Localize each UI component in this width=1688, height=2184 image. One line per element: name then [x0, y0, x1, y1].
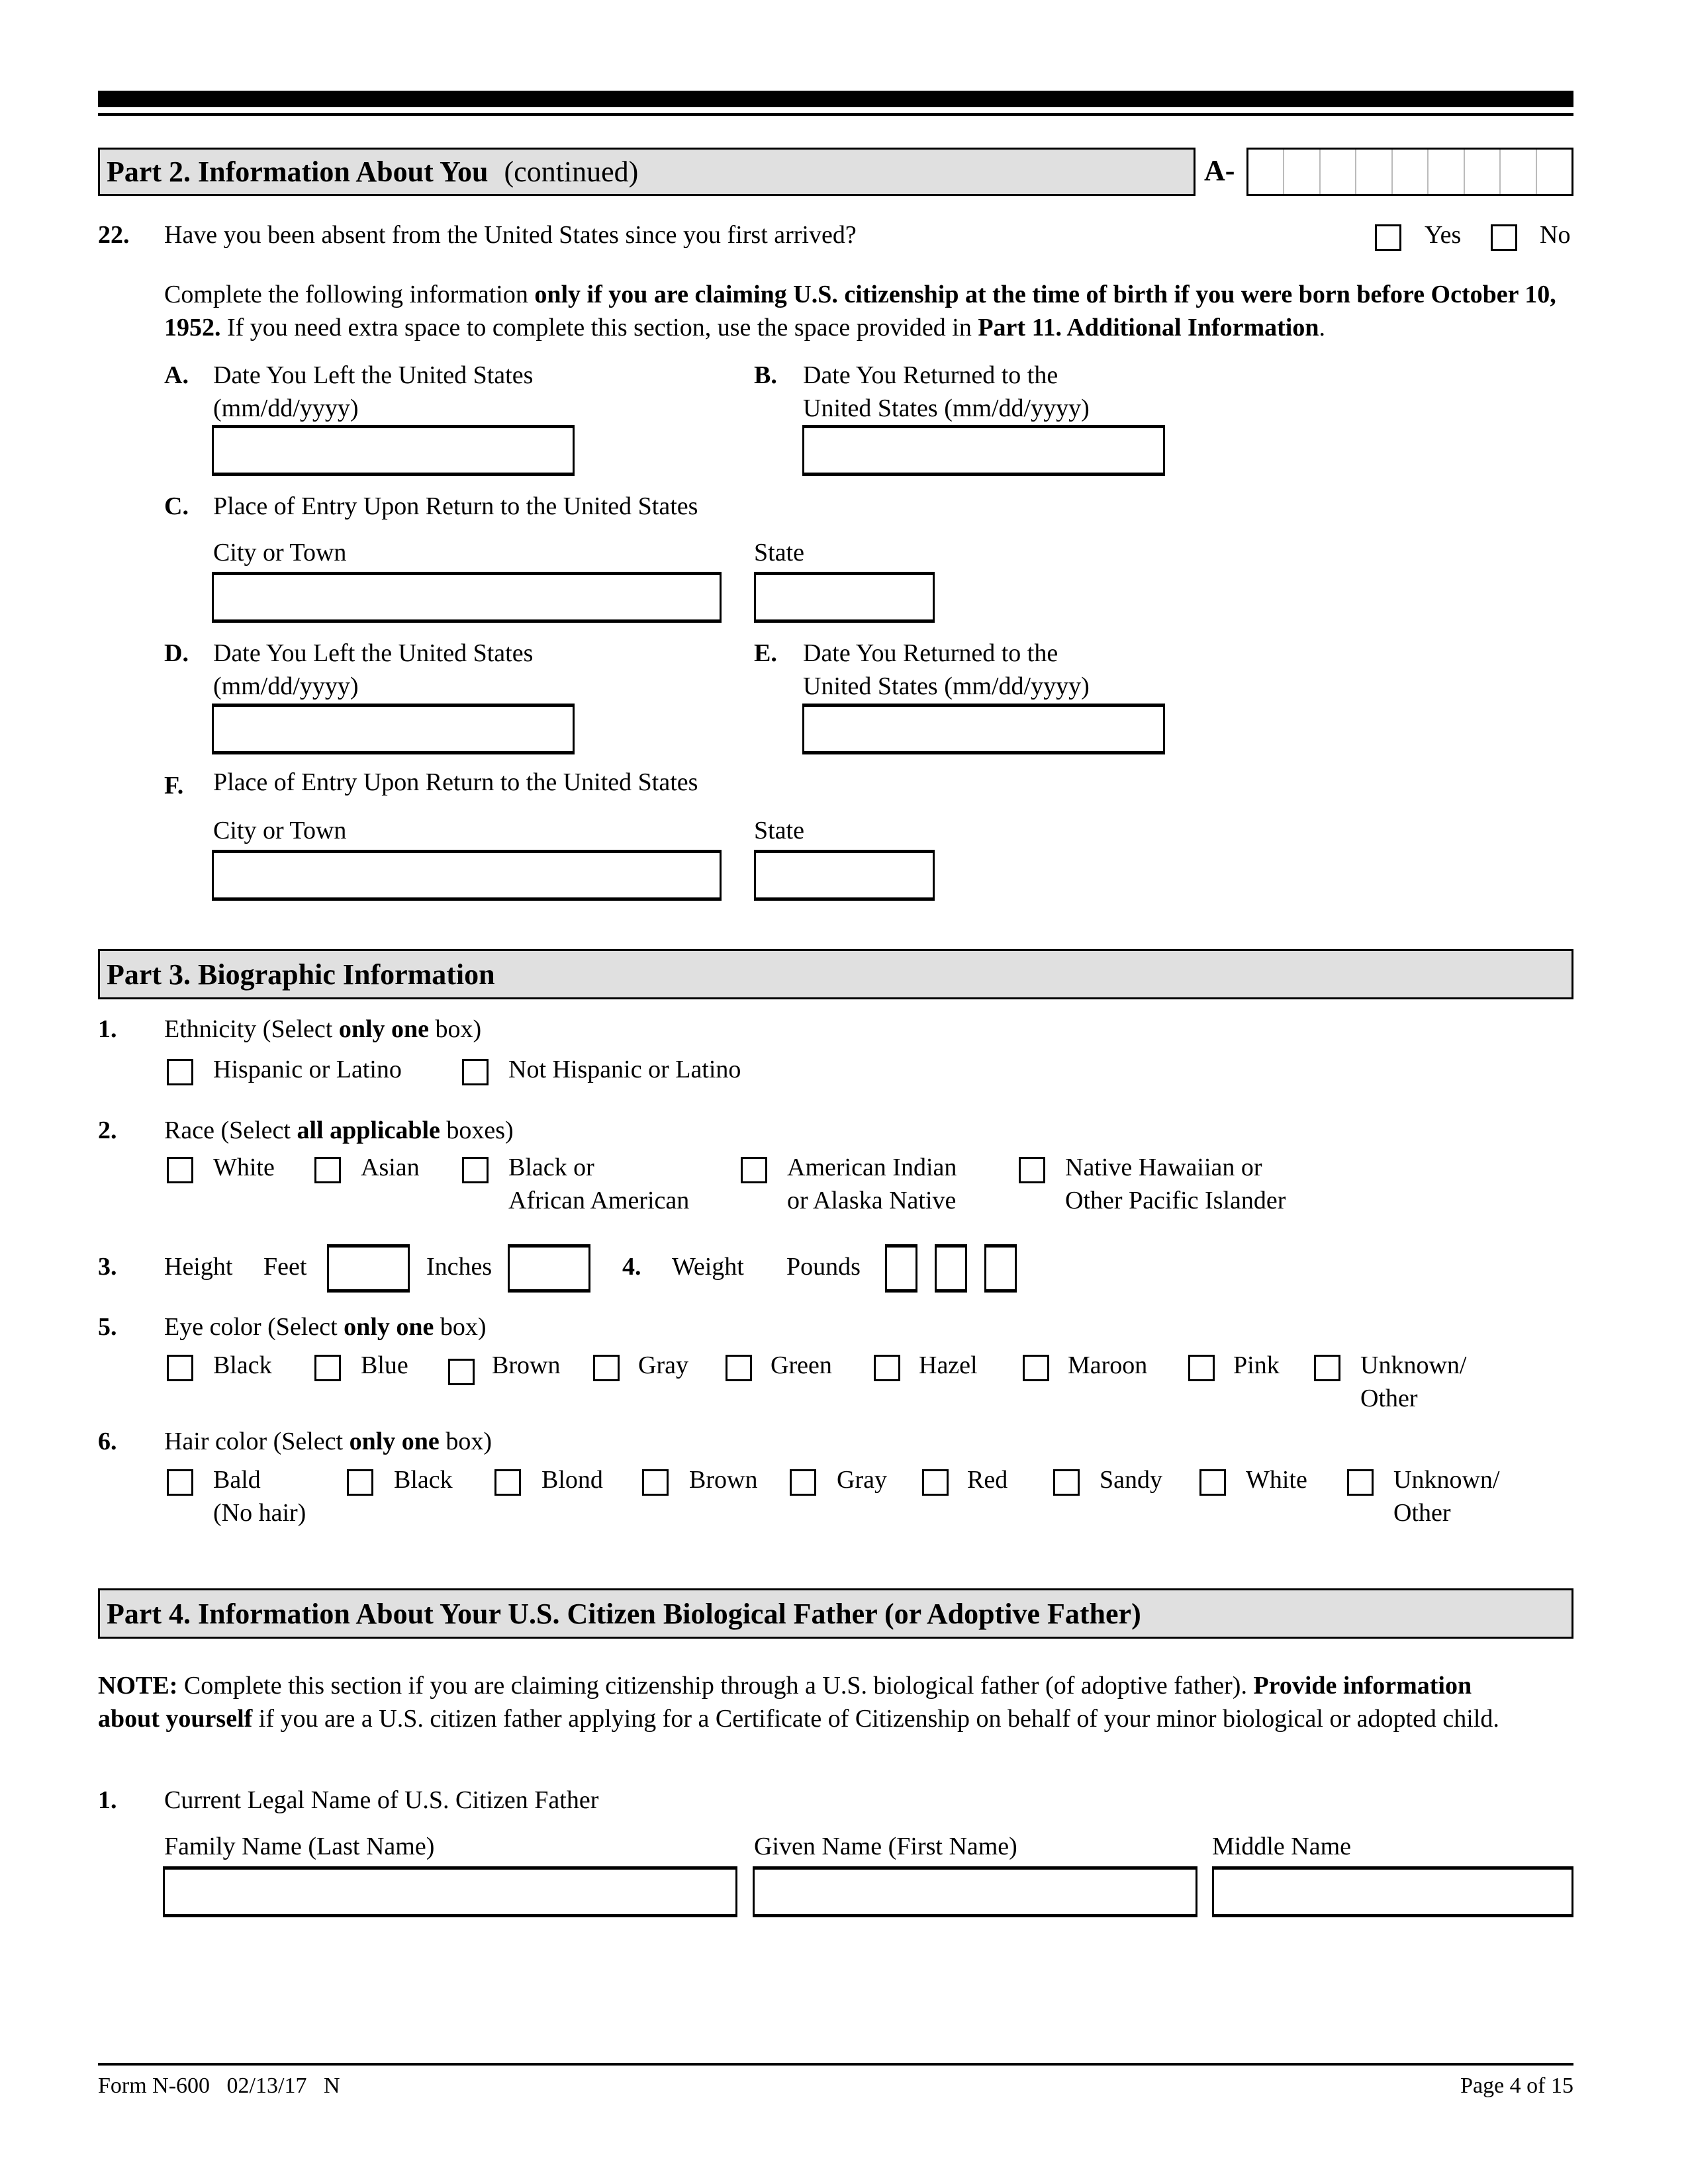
date-returned-e-input[interactable]	[802, 704, 1165, 754]
part2-continued: (continued)	[504, 156, 639, 188]
entry-state-f-input[interactable]	[754, 850, 935, 901]
hair-sandy-checkbox[interactable]	[1053, 1469, 1080, 1496]
part2-title: Part 2. Information About You	[107, 156, 489, 188]
eye-blue-checkbox[interactable]	[314, 1355, 341, 1381]
eye-pink-label: Pink	[1233, 1351, 1280, 1379]
hair-color-number: 6.	[98, 1428, 117, 1455]
race-american-indian-label-2: or Alaska Native	[787, 1187, 957, 1214]
item-a-label-1: Date You Left the United States	[213, 361, 534, 389]
race-post: boxes)	[440, 1116, 514, 1144]
note-text-2: if you are a U.S. citizen father applying for a Certificate of Citizenship on behalf of your minor biological or adopted child.	[252, 1705, 1499, 1733]
race-white-label: White	[213, 1154, 275, 1181]
eye-black-checkbox[interactable]	[167, 1355, 193, 1381]
eye-pink-checkbox[interactable]	[1188, 1355, 1215, 1381]
eye-unknown-label-2: Other	[1360, 1385, 1418, 1412]
race-label	[164, 1116, 514, 1146]
eye-hazel-checkbox[interactable]	[874, 1355, 900, 1381]
father-family-name-input[interactable]	[163, 1866, 737, 1917]
note-text-1: Complete this section if you are claiming citizenship through a U.S. biological father (of adoptive father).	[177, 1672, 1254, 1700]
hair-color-label	[164, 1427, 492, 1457]
eye-gray-checkbox[interactable]	[593, 1355, 620, 1381]
hair-bald-label-2: (No hair)	[213, 1499, 306, 1527]
hair-unknown-checkbox[interactable]	[1347, 1469, 1374, 1496]
given-name-label: Given Name (First Name)	[754, 1833, 1017, 1860]
race-number: 2.	[98, 1116, 117, 1144]
item-a-letter: A.	[164, 361, 189, 389]
race-american-indian-checkbox[interactable]	[741, 1157, 767, 1183]
footer-rule	[98, 2063, 1573, 2066]
item-f-label: Place of Entry Upon Return to the United States	[213, 768, 698, 796]
eye-maroon-label: Maroon	[1068, 1351, 1148, 1379]
item-c-state-label: State	[754, 539, 804, 567]
hair-bald-label-1: Bald	[213, 1466, 261, 1494]
note-bold-1: Provide information about yourself	[98, 1672, 1472, 1733]
part2-header	[98, 148, 1196, 196]
q22-no-label: No	[1540, 221, 1571, 249]
weight-number: 4.	[622, 1253, 641, 1281]
middle-name-label: Middle Name	[1212, 1833, 1352, 1860]
item-f-state-label: State	[754, 817, 804, 844]
eye-post: box)	[434, 1313, 487, 1341]
a-number-cell[interactable]	[1465, 150, 1501, 194]
date-left-d-input[interactable]	[212, 704, 575, 754]
race-native-hawaiian-label-1: Native Hawaiian or	[1065, 1154, 1262, 1181]
hair-blond-label: Blond	[541, 1466, 603, 1494]
absence-instructions	[164, 278, 1581, 344]
race-asian-checkbox[interactable]	[314, 1157, 341, 1183]
item-a-label-2: (mm/dd/yyyy)	[213, 394, 359, 422]
hair-white-label: White	[1246, 1466, 1307, 1494]
height-number: 3.	[98, 1253, 117, 1281]
eye-black-label: Black	[213, 1351, 272, 1379]
q22-yes-label: Yes	[1425, 221, 1462, 249]
hair-black-label: Black	[394, 1466, 453, 1494]
eye-color-label	[164, 1312, 487, 1343]
note-label: NOTE:	[98, 1672, 178, 1700]
entry-city-f-input[interactable]	[212, 850, 722, 901]
a-number-cell[interactable]	[1356, 150, 1392, 194]
item-c-label: Place of Entry Upon Return to the United States	[213, 492, 698, 520]
hair-red-checkbox[interactable]	[922, 1469, 949, 1496]
hair-unknown-label-2: Other	[1393, 1499, 1451, 1527]
father-middle-name-input[interactable]	[1212, 1866, 1573, 1917]
ethnicity-hispanic-checkbox[interactable]	[167, 1059, 193, 1085]
race-black-checkbox[interactable]	[462, 1157, 489, 1183]
weight-pounds-digit-3[interactable]	[984, 1244, 1017, 1293]
q22-no-checkbox[interactable]	[1491, 224, 1517, 251]
race-white-checkbox[interactable]	[167, 1157, 193, 1183]
item-e-label-1: Date You Returned to the	[803, 639, 1058, 667]
hair-brown-label: Brown	[689, 1466, 758, 1494]
eye-unknown-label-1: Unknown/	[1360, 1351, 1467, 1379]
item-b-label-1: Date You Returned to the	[803, 361, 1058, 389]
a-number-cell[interactable]	[1429, 150, 1464, 194]
item-c-city-label: City or Town	[213, 539, 347, 567]
height-inches-input[interactable]	[508, 1244, 590, 1293]
hair-bald-checkbox[interactable]	[167, 1469, 193, 1496]
part3-header	[98, 949, 1573, 999]
entry-state-c-input[interactable]	[754, 572, 935, 623]
eye-gray-label: Gray	[638, 1351, 688, 1379]
hair-post: box)	[439, 1428, 492, 1455]
eye-unknown-checkbox[interactable]	[1314, 1355, 1340, 1381]
part4-note	[98, 1669, 1501, 1735]
top-thick-rule	[98, 91, 1573, 107]
race-bold: all applicable	[297, 1116, 440, 1144]
eye-hazel-label: Hazel	[919, 1351, 978, 1379]
weight-pounds-label: Pounds	[786, 1253, 861, 1281]
height-inches-label: Inches	[426, 1253, 492, 1281]
eye-brown-checkbox[interactable]	[448, 1359, 475, 1385]
hair-white-checkbox[interactable]	[1199, 1469, 1226, 1496]
family-name-label: Family Name (Last Name)	[164, 1833, 435, 1860]
a-number-cell[interactable]	[1284, 150, 1320, 194]
a-number-cell[interactable]	[1393, 150, 1429, 194]
a-number-input[interactable]	[1246, 148, 1573, 196]
instr-bold-2: Part 11. Additional Information	[978, 314, 1319, 341]
ethnicity-not-hispanic-checkbox[interactable]	[462, 1059, 489, 1085]
eye-maroon-checkbox[interactable]	[1023, 1355, 1049, 1381]
height-label: Height	[164, 1253, 233, 1281]
hair-pre: Hair color (Select	[164, 1428, 350, 1455]
race-native-hawaiian-checkbox[interactable]	[1019, 1157, 1045, 1183]
weight-label: Weight	[672, 1253, 744, 1281]
eye-blue-label: Blue	[361, 1351, 408, 1379]
ethnicity-number: 1.	[98, 1015, 117, 1043]
item-e-label-2: United States (mm/dd/yyyy)	[803, 672, 1090, 700]
race-black-label-2: African American	[508, 1187, 690, 1214]
race-native-hawaiian-label-2: Other Pacific Islander	[1065, 1187, 1286, 1214]
instr-text-3: .	[1319, 314, 1325, 341]
a-number-cell[interactable]	[1501, 150, 1536, 194]
item-d-label-1: Date You Left the United States	[213, 639, 534, 667]
part3-title: Part 3. Biographic Information	[107, 958, 495, 991]
instr-text-1: Complete the following information	[164, 281, 535, 308]
a-number-label: A-	[1204, 154, 1235, 187]
race-american-indian-label-1: American Indian	[787, 1154, 957, 1181]
hair-brown-checkbox[interactable]	[642, 1469, 669, 1496]
top-thin-rule	[98, 113, 1573, 116]
ethnicity-post: box)	[429, 1015, 482, 1043]
hair-gray-label: Gray	[837, 1466, 887, 1494]
eye-bold: only one	[344, 1313, 434, 1341]
race-black-label-1: Black or	[508, 1154, 594, 1181]
item-d-letter: D.	[164, 639, 189, 667]
item-c-letter: C.	[164, 492, 189, 520]
eye-green-label: Green	[771, 1351, 832, 1379]
part4-header	[98, 1588, 1573, 1639]
date-returned-b-input[interactable]	[802, 425, 1165, 476]
ethnicity-hispanic-label: Hispanic or Latino	[213, 1056, 402, 1083]
eye-green-checkbox[interactable]	[726, 1355, 752, 1381]
a-number-cell[interactable]	[1248, 150, 1284, 194]
hair-black-checkbox[interactable]	[347, 1469, 373, 1496]
hair-blond-checkbox[interactable]	[494, 1469, 521, 1496]
q22-number: 22.	[98, 221, 130, 249]
ethnicity-bold: only one	[338, 1015, 430, 1043]
item-d-label-2: (mm/dd/yyyy)	[213, 672, 359, 700]
hair-red-label: Red	[967, 1466, 1008, 1494]
entry-city-c-input[interactable]	[212, 572, 722, 623]
instr-text-2: If you need extra space to complete this section, use the space provided in	[220, 314, 978, 341]
hair-bold: only one	[349, 1428, 440, 1455]
item-f-city-label: City or Town	[213, 817, 347, 844]
q22-yes-checkbox[interactable]	[1375, 224, 1401, 251]
ethnicity-not-hispanic-label: Not Hispanic or Latino	[508, 1056, 741, 1083]
footer-page-number: Page 4 of 15	[1460, 2073, 1573, 2098]
father-name-label: Current Legal Name of U.S. Citizen Father	[164, 1786, 599, 1814]
eye-pre: Eye color (Select	[164, 1313, 344, 1341]
hair-sandy-label: Sandy	[1100, 1466, 1162, 1494]
father-name-number: 1.	[98, 1786, 117, 1814]
footer-form-id: Form N-600 02/13/17 N	[98, 2073, 340, 2098]
father-given-name-input[interactable]	[753, 1866, 1197, 1917]
item-b-letter: B.	[754, 361, 777, 389]
item-f-letter: F.	[164, 772, 184, 799]
part4-title: Part 4. Information About Your U.S. Citizen Biological Father (or Adoptive Father)	[107, 1597, 1141, 1630]
a-number-cell[interactable]	[1321, 150, 1356, 194]
ethnicity-pre: Ethnicity (Select	[164, 1015, 339, 1043]
race-asian-label: Asian	[361, 1154, 420, 1181]
hair-gray-checkbox[interactable]	[790, 1469, 816, 1496]
item-e-letter: E.	[754, 639, 777, 667]
weight-pounds-digit-1[interactable]	[885, 1244, 917, 1293]
weight-pounds-digit-2[interactable]	[935, 1244, 967, 1293]
date-left-a-input[interactable]	[212, 425, 575, 476]
race-pre: Race (Select	[164, 1116, 297, 1144]
a-number-cell[interactable]	[1537, 150, 1571, 194]
height-feet-input[interactable]	[327, 1244, 410, 1293]
eye-color-number: 5.	[98, 1313, 117, 1341]
hair-unknown-label-1: Unknown/	[1393, 1466, 1500, 1494]
height-feet-label: Feet	[263, 1253, 307, 1281]
q22-text: Have you been absent from the United States since you first arrived?	[164, 221, 857, 249]
ethnicity-label	[164, 1015, 481, 1045]
item-b-label-2: United States (mm/dd/yyyy)	[803, 394, 1090, 422]
instr-bold-1: only if you are claiming U.S. citizenship at the time of birth if you were born before October 10, 1952.	[164, 281, 1556, 341]
eye-brown-label: Brown	[492, 1351, 561, 1379]
